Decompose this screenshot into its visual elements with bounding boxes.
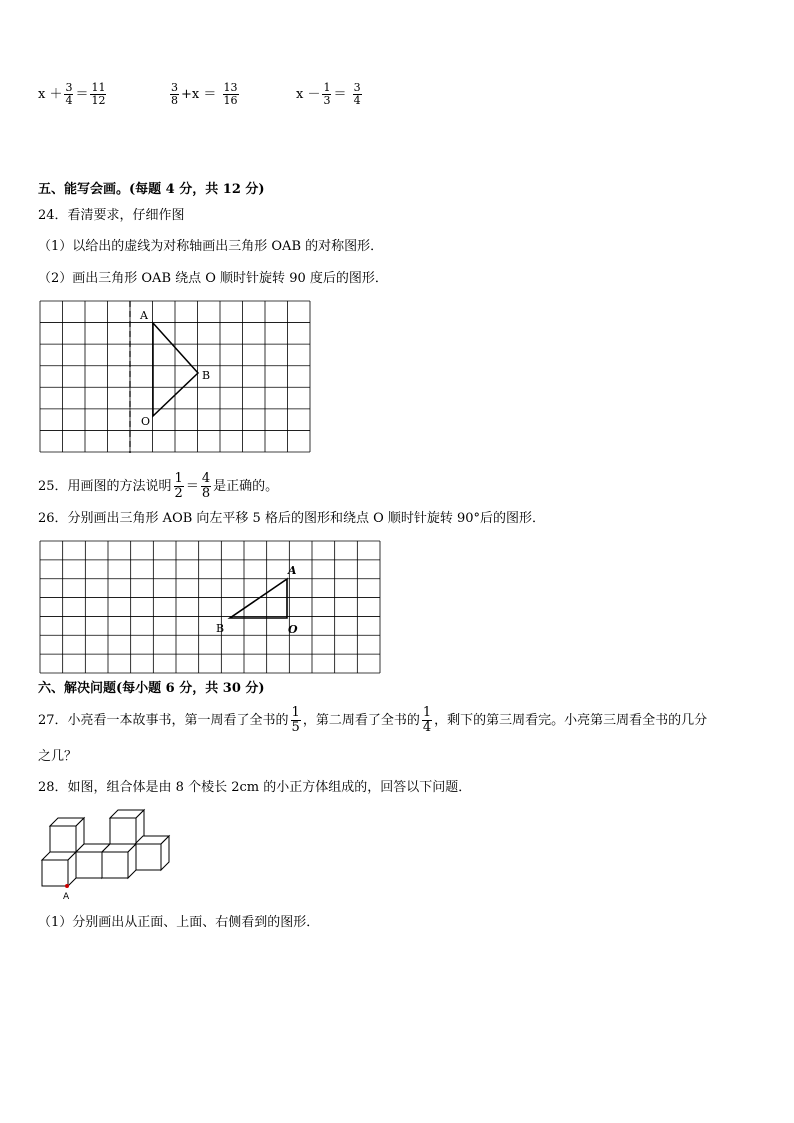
section-5-heading: 五、能写会画。(每题 4 分，共 12 分)	[38, 182, 265, 197]
q24-label-b: B	[202, 369, 211, 382]
equation-1: x ＋ $\frac{3}{4}$ ＝ $\frac{11}{12}$	[38, 81, 106, 107]
q27-text-line2: 之几？	[38, 749, 78, 764]
q24-label-o: O	[141, 415, 151, 428]
q28-text: 28．如图，组合体是由 8 个棱长 2cm 的小正方体组成的，回答以下问题．	[38, 780, 472, 795]
equation-3: x － $\frac{1}{3}$ ＝ $\frac{3}{4}$	[296, 81, 361, 107]
q28-cubes	[42, 810, 169, 886]
cube-face	[50, 826, 76, 852]
q26-grid	[40, 541, 380, 673]
q24-part1: （1）以给出的虚线为对称轴画出三角形 OAB 的对称图形．	[38, 239, 384, 254]
q28-label-a: A	[63, 892, 70, 902]
q26-text: 26．分别画出三角形 AOB 向左平移 5 格后的图形和绕点 O 顺时针旋转 90°后的图形．	[38, 511, 546, 526]
q26-label-a: A	[288, 564, 297, 577]
q24-triangle-oab	[153, 323, 198, 416]
q28-cube-figure	[38, 812, 178, 902]
q26-label-o: O	[288, 623, 298, 636]
q28-point-a	[65, 884, 69, 888]
q26-label-b: B	[216, 622, 225, 635]
cube-face	[76, 852, 102, 878]
q27-text: 27．小亮看一本故事书，第一周看了全书的 $\frac{1}{5}$ ，第二周看了全书的 $\frac{1}{4}$ ，剩下的第三周看完。小亮第三周看全书的几分	[38, 705, 708, 735]
cube-face	[102, 852, 128, 878]
equation-2: $\frac{3}{8}$ +x ＝ $\frac{13}{16}$	[171, 81, 238, 107]
section-6-heading: 六、解决问题(每小题 6 分，共 30 分)	[38, 681, 265, 696]
q28-part1: （1）分别画出从正面、上面、右侧看到的图形．	[38, 915, 320, 930]
q26-triangle-aob	[230, 579, 287, 618]
cube-face	[135, 844, 161, 870]
cube-face	[42, 860, 68, 886]
q24-grid-figure	[40, 301, 312, 453]
q24-part2: （2）画出三角形 OAB 绕点 O 顺时针旋转 90 度后的图形．	[38, 271, 388, 286]
q26-grid-figure	[40, 541, 382, 674]
q24-label-a: A	[140, 309, 148, 322]
q25-text: 25．用画图的方法说明 $\frac{1}{2}$ ＝ $\frac{4}{8}$ 是正确的。	[38, 471, 279, 501]
cube-face	[110, 818, 136, 844]
q24-grid	[40, 301, 310, 452]
q24-title: 24．看清要求，仔细作图	[38, 208, 185, 223]
